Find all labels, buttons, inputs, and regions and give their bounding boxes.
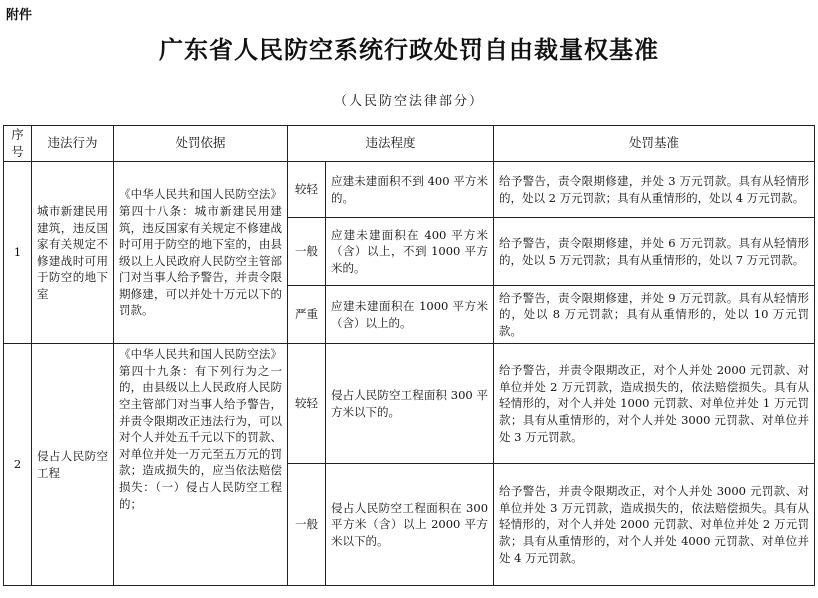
row-standard: 给予警告，责令限期修建，并处 3 万元罚款。具有从轻情形的，处以 2 万元罚款；具有从重情形的，处以 4 万元罚款。: [494, 162, 815, 218]
header-basis: 处罚依据: [114, 126, 288, 162]
penalty-standard-table: [3, 125, 815, 586]
annex-label: 附件: [6, 8, 33, 23]
row-seq: 1: [4, 162, 32, 344]
row-standard: 给予警告，并责令限期改正，对个人并处 3000 元罚款、对单位并处 3 万元罚款，造成损失的，依法赔偿损失。具有从轻情形的，对个人并处 2000 元罚款、对单位并处 2 万元罚款；具有从重情形的，对个人并处 4000 元罚款、对单位并处 4 万元罚款。: [494, 464, 815, 586]
row-basis: 《中华人民共和国人民防空法》第四十八条：城市新建民用建筑，违反国家有关规定不修建战时可用于防空的地下室的，由县级以上人民政府人民防空主管部门对当事人给予警告，并责令限期修建，可以并处十万元以下的罚款。: [114, 162, 288, 344]
row-basis: 《中华人民共和国人民防空法》第四十九条：有下列行为之一的，由县级以上人民政府人民防空主管部门对当事人给予警告，并责令限期改正违法行为，可以对个人并处五千元以下的罚款、对单位并处一万元至五万元的罚款；造成损失的，应当依法赔偿损失：（一）侵占人民防空工程的；: [114, 344, 288, 586]
row-act: 城市新建民用建筑，违反国家有关规定不修建战时可用于防空的地下室: [32, 162, 114, 344]
row-level: 较轻: [288, 162, 326, 218]
table-row: [4, 344, 815, 464]
row-degree: 应建未建面积在 1000 平方米（含）以上的。: [326, 286, 494, 344]
row-standard: 给予警告，并责令限期改正，对个人并处 2000 元罚款、对单位并处 2 万元罚款，造成损失的，依法赔偿损失。具有从轻情形的，对个人并处 1000 元罚款、对单位并处 1 万元罚款；具有从重情形的，对个人并处 3000 元罚款、对单位并处 3 万元罚款。: [494, 344, 815, 464]
row-degree: 侵占人民防空工程面积 300 平方米以下的。: [326, 344, 494, 464]
header-degree: 违法程度: [288, 126, 494, 162]
row-level: 一般: [288, 464, 326, 586]
row-level: 较轻: [288, 344, 326, 464]
page-title: 广东省人民防空系统行政处罚自由裁量权基准: [159, 35, 659, 64]
row-degree: 应建未建面积不到 400 平方米的。: [326, 162, 494, 218]
header-standard: 处罚基准: [494, 126, 815, 162]
row-degree: 应建未建面积在 400 平方米（含）以上，不到 1000 平方米的。: [326, 218, 494, 286]
header-act: 违法行为: [32, 126, 114, 162]
row-act: 侵占人民防空工程: [32, 344, 114, 586]
row-standard: 给予警告，责令限期修建，并处 9 万元罚款。具有从轻情形的，处以 8 万元罚款；具有从重情形的，处以 10 万元罚款。: [494, 286, 815, 344]
header-seq: 序号: [4, 126, 32, 162]
table-header-row: [4, 126, 815, 162]
table-row: [4, 162, 815, 218]
row-standard: 给予警告，责令限期修建，并处 6 万元罚款。具有从轻情形的，处以 5 万元罚款；具有从重情形的，处以 7 万元罚款。: [494, 218, 815, 286]
row-seq: 2: [4, 344, 32, 586]
row-degree: 侵占人民防空工程面积在 300 平方米（含）以上 2000 平方米以下的。: [326, 464, 494, 586]
row-level: 严重: [288, 286, 326, 344]
row-level: 一般: [288, 218, 326, 286]
page-subtitle: （人民防空法律部分）: [333, 94, 484, 109]
